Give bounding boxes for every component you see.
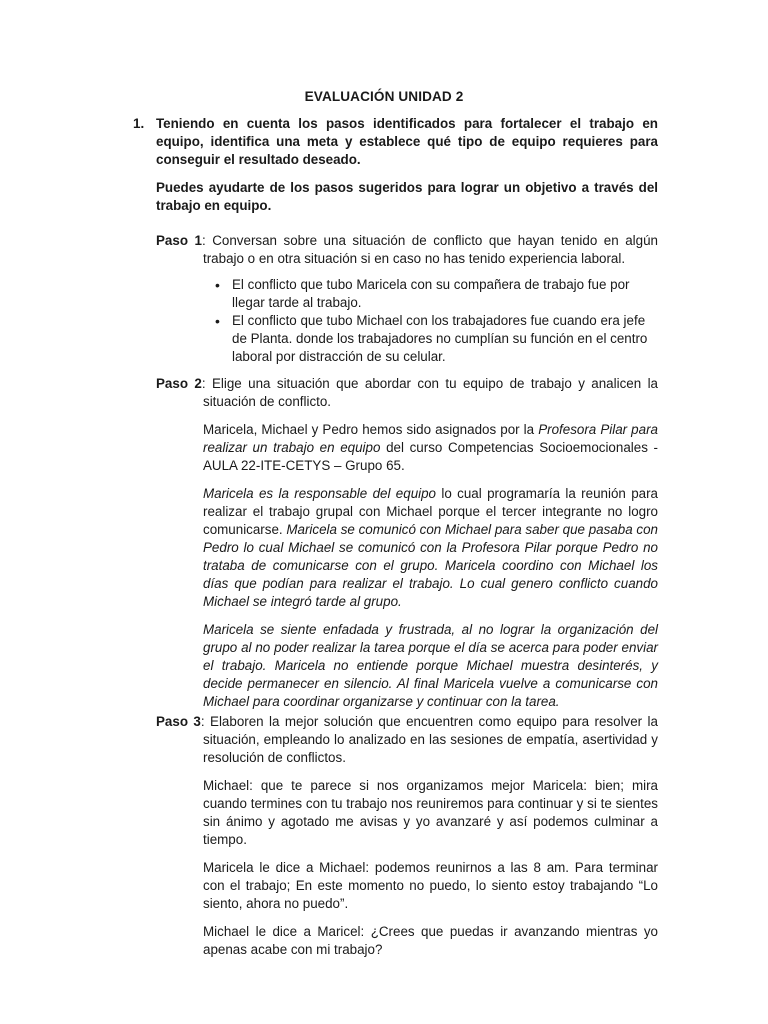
- step-2-p3: Maricela se siente enfadada y frustrada, al no lograr la organización del grupo al no poder realizar la tarea porque el día se acerca para poder enviar el trabajo. Maricela no entiende porque Michael muestra desinterés, y decide permanecer en silencio. Al final Maricela vuelve a comunicarse con Michael para coordinar organizarse y continuar con la tarea.: [203, 622, 658, 709]
- step-3-paragraph-3: Michael le dice a Maricel: ¿Crees que puedas ir avanzando mientras yo apenas acabe con mi trabajo?: [203, 924, 658, 957]
- step-2-p1-a: Maricela, Michael y Pedro hemos sido asignados por la: [203, 422, 539, 437]
- step-1-text: : Conversan sobre una situación de conflicto que hayan tenido en algún trabajo o en otra situación si en caso no has tenido experiencia laboral.: [201, 233, 658, 266]
- step-3-paragraph-1: Michael: que te parece si nos organizamos mejor Maricela: bien; mira cuando termines con tu trabajo nos reuniremos para continuar y si te sientes sin ánimo y agotado me avisas y yo avanzaré y así podemos culminar a tiempo.: [203, 778, 658, 847]
- step-2-body: [203, 421, 658, 711]
- step-1-label: Paso 1: [156, 233, 202, 248]
- step-2-p1-b: Profesora Pilar para realizar un trabajo en equipo: [203, 422, 658, 455]
- step-2-p2-a: Maricela es la responsable del equipo: [203, 486, 437, 501]
- step-2: [156, 375, 658, 721]
- step-2-p2-b: lo cual programaría la reunión para realizar el trabajo grupal con Michael porque el tercer integrante no logro comunicarse.: [203, 486, 658, 537]
- step-2-paragraph-2: [203, 485, 658, 611]
- step-3-label: Paso 3: [156, 714, 201, 729]
- document-title: EVALUACIÓN UNIDAD 2: [304, 89, 464, 104]
- step-3-body: [203, 777, 658, 959]
- question-number: 1.: [133, 116, 145, 131]
- step-2-text: : Elige una situación que abordar con tu equipo de trabajo y analicen la situación de conflicto.: [201, 376, 658, 409]
- step-2-paragraph-1: [203, 421, 658, 475]
- question-1: [133, 115, 658, 215]
- step-2-label: Paso 2: [156, 376, 202, 391]
- step-2-paragraph-3: [203, 621, 658, 711]
- step-1-heading: [156, 232, 658, 268]
- step-2-heading: [156, 375, 658, 411]
- step-2-p1-c: del curso Competencias Socioemocionales - AULA 22-ITE-CETYS – Grupo 65.: [203, 440, 658, 473]
- step-1-bullet-2: • El conflicto que tubo Michael con los trabajadores fue cuando era jefe de Planta. donde los trabajadores no cumplían su función en el centro laboral por distracción de su celular.: [215, 312, 658, 366]
- question-help: Puedes ayudarte de los pasos sugeridos para lograr un objetivo a través del trabajo en equipo.: [156, 180, 658, 213]
- step-2-p2-c: Maricela se comunicó con Michael para saber que pasaba con Pedro lo cual Michael se comunicó con la Profesora Pilar porque Pedro no trataba de comunicarse con el grupo. Maricela coordino con Michael los días que podían para realizar el trabajo. Lo cual genero conflicto cuando Michael se integró tarde al grupo.: [203, 522, 658, 609]
- question-text: Teniendo en cuenta los pasos identificados para fortalecer el trabajo en equipo, identifica una meta y establece qué tipo de equipo requieres para conseguir el resultado deseado.: [156, 116, 658, 167]
- step-3-heading: [156, 713, 658, 767]
- step-1-bullets: [156, 276, 658, 366]
- step-3-text: : Elaboren la mejor solución que encuentren como equipo para resolver la situación, empleando lo analizado en las sesiones de empatía, asertividad y resolución de conflictos.: [200, 714, 658, 765]
- step-1-bullet-1: • El conflicto que tubo Maricela con su compañera de trabajo fue por llegar tarde al trabajo.: [215, 276, 658, 312]
- step-1: [156, 232, 658, 366]
- step-3-paragraph-2: Maricela le dice a Michael: podemos reunirnos a las 8 am. Para terminar con el trabajo; En este momento no puedo, lo siento estoy trabajando “Lo siento, ahora no puedo”.: [203, 860, 658, 911]
- step-3: [156, 713, 658, 969]
